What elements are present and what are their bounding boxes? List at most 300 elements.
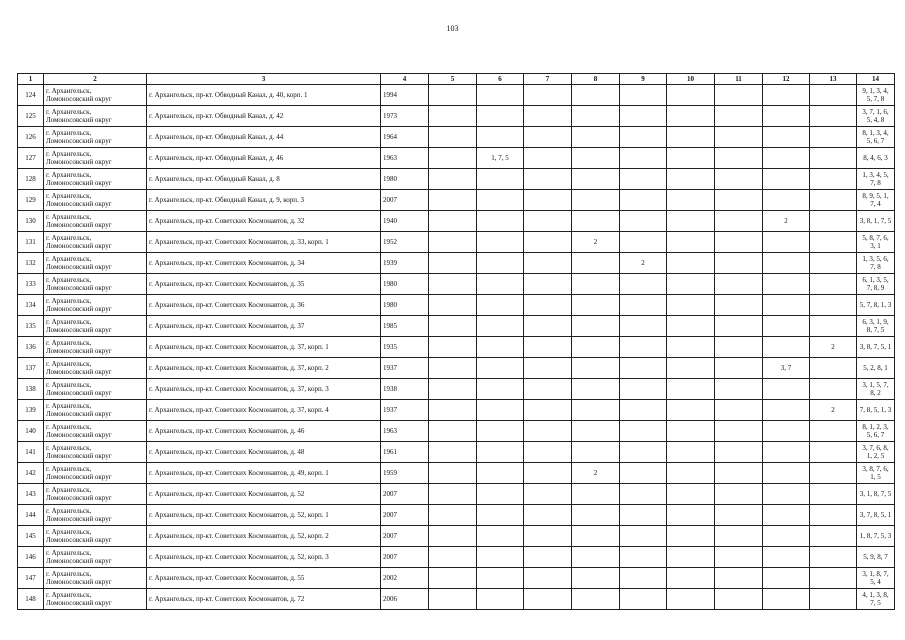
- col-5-cell: [429, 190, 477, 211]
- year-cell: 1980: [381, 295, 429, 316]
- col-9-cell: 2: [620, 253, 667, 274]
- col-13-cell: [810, 106, 857, 127]
- col-11-cell: [715, 505, 763, 526]
- header-cell: 4: [381, 74, 429, 85]
- col-6-cell: [477, 253, 524, 274]
- table-row: [18, 421, 895, 442]
- col-7-cell: [524, 463, 572, 484]
- row-number: 130: [18, 211, 44, 232]
- col-6-cell: [477, 85, 524, 106]
- location-cell: [44, 568, 147, 589]
- table-row: [18, 274, 895, 295]
- col-9-cell: [620, 547, 667, 568]
- location-cell: [44, 484, 147, 505]
- address-cell: г. Архангельск, пр-кт. Советских Космонавтов, д. 37: [147, 316, 381, 337]
- col-11-cell: [715, 484, 763, 505]
- col-12-cell: [763, 568, 810, 589]
- row-number: 141: [18, 442, 44, 463]
- col-12-cell: 3, 7: [763, 358, 810, 379]
- col-6-cell: [477, 505, 524, 526]
- row-number: 131: [18, 232, 44, 253]
- col-8-cell: [572, 106, 620, 127]
- col-10-cell: [667, 127, 715, 148]
- address-cell: г. Архангельск, пр-кт. Советских Космонавтов, д. 37, корп. 1: [147, 337, 381, 358]
- col-11-cell: [715, 568, 763, 589]
- col-10-cell: [667, 253, 715, 274]
- col-9-cell: [620, 106, 667, 127]
- col-11-cell: [715, 316, 763, 337]
- col-12-cell: [763, 148, 810, 169]
- col-14-cell: 3, 7, 6, 8, 1, 2, 5: [857, 442, 895, 463]
- row-number: 133: [18, 274, 44, 295]
- location-district: Ломоносовский округ: [46, 221, 112, 229]
- table-row: [18, 190, 895, 211]
- col-7-cell: [524, 337, 572, 358]
- table-row: [18, 127, 895, 148]
- col-5-cell: [429, 547, 477, 568]
- col-6-cell: [477, 400, 524, 421]
- col-9-cell: [620, 442, 667, 463]
- col-14-cell: 5, 7, 8, 1, 3: [857, 295, 895, 316]
- location-district: Ломоносовский округ: [46, 431, 112, 439]
- col-11-cell: [715, 358, 763, 379]
- location-city: г. Архангельск,: [46, 213, 92, 221]
- location-cell: [44, 526, 147, 547]
- col-13-cell: [810, 589, 857, 610]
- location-district: Ломоносовский округ: [46, 116, 112, 124]
- location-district: Ломоносовский округ: [46, 515, 112, 523]
- col-5-cell: [429, 421, 477, 442]
- register-table: [17, 73, 895, 610]
- col-10-cell: [667, 169, 715, 190]
- col-14-cell: 3, 8, 7, 5, 1: [857, 337, 895, 358]
- location-city: г. Архангельск,: [46, 129, 92, 137]
- year-cell: 2007: [381, 526, 429, 547]
- header-cell: 1: [18, 74, 44, 85]
- col-14-cell: 3, 7, 1, 6, 5, 4, 8: [857, 106, 895, 127]
- col-5-cell: [429, 526, 477, 547]
- col-11-cell: [715, 400, 763, 421]
- col-14-cell: 3, 7, 8, 5, 1: [857, 505, 895, 526]
- table-row: [18, 232, 895, 253]
- col-5-cell: [429, 148, 477, 169]
- col-5-cell: [429, 379, 477, 400]
- table-row: [18, 568, 895, 589]
- col-12-cell: [763, 274, 810, 295]
- col-14-cell: 3, 8, 1, 7, 5: [857, 211, 895, 232]
- location-city: г. Архангельск,: [46, 381, 92, 389]
- row-number: 137: [18, 358, 44, 379]
- table-row: [18, 253, 895, 274]
- location-district: Ломоносовский округ: [46, 326, 112, 334]
- col-14-cell: 4, 1, 3, 8, 7, 5: [857, 589, 895, 610]
- col-10-cell: [667, 526, 715, 547]
- col-8-cell: 2: [572, 232, 620, 253]
- location-district: Ломоносовский округ: [46, 578, 112, 586]
- col-13-cell: [810, 232, 857, 253]
- row-number: 142: [18, 463, 44, 484]
- location-district: Ломоносовский округ: [46, 95, 112, 103]
- location-cell: [44, 463, 147, 484]
- col-5-cell: [429, 85, 477, 106]
- col-11-cell: [715, 274, 763, 295]
- location-city: г. Архангельск,: [46, 423, 92, 431]
- col-13-cell: [810, 253, 857, 274]
- address-cell: г. Архангельск, пр-кт. Советских Космонавтов, д. 32: [147, 211, 381, 232]
- col-11-cell: [715, 169, 763, 190]
- col-13-cell: [810, 568, 857, 589]
- location-district: Ломоносовский округ: [46, 368, 112, 376]
- year-cell: 1973: [381, 106, 429, 127]
- col-8-cell: [572, 253, 620, 274]
- col-11-cell: [715, 253, 763, 274]
- col-14-cell: 1, 3, 4, 5, 7, 8: [857, 169, 895, 190]
- col-8-cell: [572, 484, 620, 505]
- col-12-cell: 2: [763, 211, 810, 232]
- col-7-cell: [524, 274, 572, 295]
- col-12-cell: [763, 253, 810, 274]
- location-city: г. Архангельск,: [46, 591, 92, 599]
- col-12-cell: [763, 127, 810, 148]
- col-5-cell: [429, 589, 477, 610]
- header-cell: 8: [572, 74, 620, 85]
- col-10-cell: [667, 463, 715, 484]
- year-cell: 1980: [381, 169, 429, 190]
- location-city: г. Архангельск,: [46, 465, 92, 473]
- row-number: 146: [18, 547, 44, 568]
- header-cell: 2: [44, 74, 147, 85]
- address-cell: г. Архангельск, пр-кт. Советских Космонавтов, д. 52, корп. 1: [147, 505, 381, 526]
- col-9-cell: [620, 316, 667, 337]
- location-city: г. Архангельск,: [46, 108, 92, 116]
- col-12-cell: [763, 106, 810, 127]
- col-6-cell: [477, 127, 524, 148]
- col-8-cell: [572, 274, 620, 295]
- col-7-cell: [524, 148, 572, 169]
- col-10-cell: [667, 232, 715, 253]
- col-6-cell: [477, 295, 524, 316]
- col-7-cell: [524, 316, 572, 337]
- address-cell: г. Архангельск, пр-кт. Советских Космонавтов, д. 36: [147, 295, 381, 316]
- col-12-cell: [763, 190, 810, 211]
- col-8-cell: [572, 190, 620, 211]
- col-6-cell: [477, 379, 524, 400]
- col-7-cell: [524, 568, 572, 589]
- col-14-cell: 3, 1, 5, 7, 8, 2: [857, 379, 895, 400]
- col-5-cell: [429, 253, 477, 274]
- col-6-cell: [477, 169, 524, 190]
- col-9-cell: [620, 127, 667, 148]
- table-row: [18, 526, 895, 547]
- col-7-cell: [524, 379, 572, 400]
- col-7-cell: [524, 253, 572, 274]
- row-number: 148: [18, 589, 44, 610]
- col-14-cell: 7, 8, 5, 1, 3: [857, 400, 895, 421]
- col-5-cell: [429, 463, 477, 484]
- col-6-cell: [477, 232, 524, 253]
- location-cell: [44, 547, 147, 568]
- col-14-cell: 6, 3, 1, 9, 8, 7, 5: [857, 316, 895, 337]
- col-12-cell: [763, 505, 810, 526]
- col-9-cell: [620, 568, 667, 589]
- col-13-cell: [810, 85, 857, 106]
- col-7-cell: [524, 442, 572, 463]
- col-6-cell: [477, 589, 524, 610]
- header-cell: 14: [857, 74, 895, 85]
- col-14-cell: 1, 3, 5, 6, 7, 8: [857, 253, 895, 274]
- year-cell: 1963: [381, 148, 429, 169]
- col-8-cell: [572, 547, 620, 568]
- col-12-cell: [763, 463, 810, 484]
- col-9-cell: [620, 232, 667, 253]
- row-number: 125: [18, 106, 44, 127]
- year-cell: 1952: [381, 232, 429, 253]
- location-cell: [44, 211, 147, 232]
- col-12-cell: [763, 316, 810, 337]
- col-5-cell: [429, 568, 477, 589]
- location-district: Ломоносовский округ: [46, 242, 112, 250]
- col-7-cell: [524, 232, 572, 253]
- col-9-cell: [620, 190, 667, 211]
- col-10-cell: [667, 484, 715, 505]
- col-10-cell: [667, 400, 715, 421]
- col-6-cell: [477, 337, 524, 358]
- year-cell: 1994: [381, 85, 429, 106]
- address-cell: г. Архангельск, пр-кт. Советских Космонавтов, д. 52, корп. 3: [147, 547, 381, 568]
- year-cell: 1964: [381, 127, 429, 148]
- location-district: Ломоносовский округ: [46, 179, 112, 187]
- col-9-cell: [620, 400, 667, 421]
- table-row: [18, 589, 895, 610]
- row-number: 127: [18, 148, 44, 169]
- header-cell: 9: [620, 74, 667, 85]
- col-6-cell: [477, 526, 524, 547]
- address-cell: г. Архангельск, пр-кт. Советских Космонавтов, д. 35: [147, 274, 381, 295]
- col-6-cell: [477, 358, 524, 379]
- row-number: 124: [18, 85, 44, 106]
- col-11-cell: [715, 547, 763, 568]
- location-cell: [44, 127, 147, 148]
- col-11-cell: [715, 232, 763, 253]
- address-cell: г. Архангельск, пр-кт. Обводный Канал, д. 46: [147, 148, 381, 169]
- col-14-cell: 9, 1, 3, 4, 5, 7, 8: [857, 85, 895, 106]
- col-6-cell: [477, 421, 524, 442]
- location-cell: [44, 85, 147, 106]
- col-9-cell: [620, 85, 667, 106]
- location-city: г. Архангельск,: [46, 402, 92, 410]
- col-13-cell: [810, 169, 857, 190]
- table-row: [18, 169, 895, 190]
- col-5-cell: [429, 484, 477, 505]
- col-14-cell: 1, 8, 7, 5, 3: [857, 526, 895, 547]
- col-8-cell: [572, 316, 620, 337]
- row-number: 128: [18, 169, 44, 190]
- col-7-cell: [524, 127, 572, 148]
- address-cell: г. Архангельск, пр-кт. Обводный Канал, д. 9, корп. 3: [147, 190, 381, 211]
- year-cell: 1935: [381, 337, 429, 358]
- location-city: г. Архангельск,: [46, 507, 92, 515]
- col-7-cell: [524, 106, 572, 127]
- col-13-cell: [810, 421, 857, 442]
- location-city: г. Архангельск,: [46, 360, 92, 368]
- col-12-cell: [763, 442, 810, 463]
- table-body: [18, 85, 895, 610]
- location-city: г. Архангельск,: [46, 318, 92, 326]
- location-district: Ломоносовский округ: [46, 263, 112, 271]
- col-5-cell: [429, 316, 477, 337]
- location-cell: [44, 274, 147, 295]
- table-row: [18, 148, 895, 169]
- row-number: 134: [18, 295, 44, 316]
- location-cell: [44, 589, 147, 610]
- address-cell: г. Архангельск, пр-кт. Обводный Канал, д. 40, корп. 1: [147, 85, 381, 106]
- location-cell: [44, 106, 147, 127]
- col-5-cell: [429, 337, 477, 358]
- location-district: Ломоносовский округ: [46, 389, 112, 397]
- col-6-cell: [477, 316, 524, 337]
- row-number: 145: [18, 526, 44, 547]
- address-cell: г. Архангельск, пр-кт. Советских Космонавтов, д. 52, корп. 2: [147, 526, 381, 547]
- row-number: 135: [18, 316, 44, 337]
- location-district: Ломоносовский округ: [46, 536, 112, 544]
- col-8-cell: 2: [572, 463, 620, 484]
- col-5-cell: [429, 106, 477, 127]
- location-cell: [44, 232, 147, 253]
- col-11-cell: [715, 421, 763, 442]
- year-cell: 2002: [381, 568, 429, 589]
- year-cell: 2007: [381, 484, 429, 505]
- col-9-cell: [620, 526, 667, 547]
- col-8-cell: [572, 379, 620, 400]
- col-10-cell: [667, 358, 715, 379]
- col-11-cell: [715, 526, 763, 547]
- col-9-cell: [620, 379, 667, 400]
- location-city: г. Архангельск,: [46, 87, 92, 95]
- col-12-cell: [763, 421, 810, 442]
- col-6-cell: [477, 274, 524, 295]
- year-cell: 2006: [381, 589, 429, 610]
- table-row: [18, 484, 895, 505]
- year-cell: 1959: [381, 463, 429, 484]
- col-13-cell: [810, 295, 857, 316]
- row-number: 140: [18, 421, 44, 442]
- col-7-cell: [524, 589, 572, 610]
- col-6-cell: [477, 106, 524, 127]
- year-cell: 1939: [381, 253, 429, 274]
- year-cell: 1938: [381, 379, 429, 400]
- col-7-cell: [524, 505, 572, 526]
- location-city: г. Архангельск,: [46, 528, 92, 536]
- col-10-cell: [667, 379, 715, 400]
- col-10-cell: [667, 190, 715, 211]
- col-8-cell: [572, 505, 620, 526]
- col-9-cell: [620, 211, 667, 232]
- col-12-cell: [763, 295, 810, 316]
- col-6-cell: [477, 547, 524, 568]
- location-district: Ломоносовский округ: [46, 599, 112, 607]
- col-8-cell: [572, 442, 620, 463]
- header-cell: 11: [715, 74, 763, 85]
- location-city: г. Архангельск,: [46, 570, 92, 578]
- col-5-cell: [429, 274, 477, 295]
- year-cell: 1937: [381, 400, 429, 421]
- address-cell: г. Архангельск, пр-кт. Советских Космонавтов, д. 72: [147, 589, 381, 610]
- col-13-cell: [810, 190, 857, 211]
- col-7-cell: [524, 421, 572, 442]
- col-13-cell: [810, 127, 857, 148]
- col-11-cell: [715, 106, 763, 127]
- col-13-cell: [810, 316, 857, 337]
- col-9-cell: [620, 274, 667, 295]
- col-9-cell: [620, 148, 667, 169]
- col-7-cell: [524, 547, 572, 568]
- col-10-cell: [667, 421, 715, 442]
- location-district: Ломоносовский округ: [46, 494, 112, 502]
- location-city: г. Архангельск,: [46, 444, 92, 452]
- location-district: Ломоносовский округ: [46, 137, 112, 145]
- header-cell: 12: [763, 74, 810, 85]
- col-5-cell: [429, 169, 477, 190]
- col-12-cell: [763, 169, 810, 190]
- col-7-cell: [524, 169, 572, 190]
- location-district: Ломоносовский округ: [46, 347, 112, 355]
- col-8-cell: [572, 568, 620, 589]
- col-10-cell: [667, 211, 715, 232]
- col-11-cell: [715, 442, 763, 463]
- col-13-cell: [810, 547, 857, 568]
- location-city: г. Архангельск,: [46, 255, 92, 263]
- row-number: 129: [18, 190, 44, 211]
- col-8-cell: [572, 589, 620, 610]
- col-6-cell: 1, 7, 5: [477, 148, 524, 169]
- col-5-cell: [429, 295, 477, 316]
- col-12-cell: [763, 589, 810, 610]
- col-13-cell: [810, 505, 857, 526]
- table-row: [18, 358, 895, 379]
- col-12-cell: [763, 526, 810, 547]
- col-5-cell: [429, 232, 477, 253]
- header-cell: 10: [667, 74, 715, 85]
- location-city: г. Архангельск,: [46, 276, 92, 284]
- location-cell: [44, 169, 147, 190]
- col-12-cell: [763, 337, 810, 358]
- col-7-cell: [524, 211, 572, 232]
- col-5-cell: [429, 127, 477, 148]
- row-number: 143: [18, 484, 44, 505]
- col-13-cell: [810, 379, 857, 400]
- year-cell: 1985: [381, 316, 429, 337]
- year-cell: 2007: [381, 505, 429, 526]
- col-7-cell: [524, 358, 572, 379]
- col-9-cell: [620, 484, 667, 505]
- col-5-cell: [429, 400, 477, 421]
- col-11-cell: [715, 85, 763, 106]
- header-cell: 6: [477, 74, 524, 85]
- location-city: г. Архангельск,: [46, 234, 92, 242]
- location-cell: [44, 421, 147, 442]
- col-8-cell: [572, 211, 620, 232]
- location-district: Ломоносовский округ: [46, 158, 112, 166]
- col-6-cell: [477, 190, 524, 211]
- header-row: [18, 74, 895, 85]
- table-row: [18, 106, 895, 127]
- table-row: [18, 442, 895, 463]
- location-city: г. Архангельск,: [46, 171, 92, 179]
- col-11-cell: [715, 589, 763, 610]
- location-cell: [44, 190, 147, 211]
- col-13-cell: [810, 526, 857, 547]
- col-10-cell: [667, 589, 715, 610]
